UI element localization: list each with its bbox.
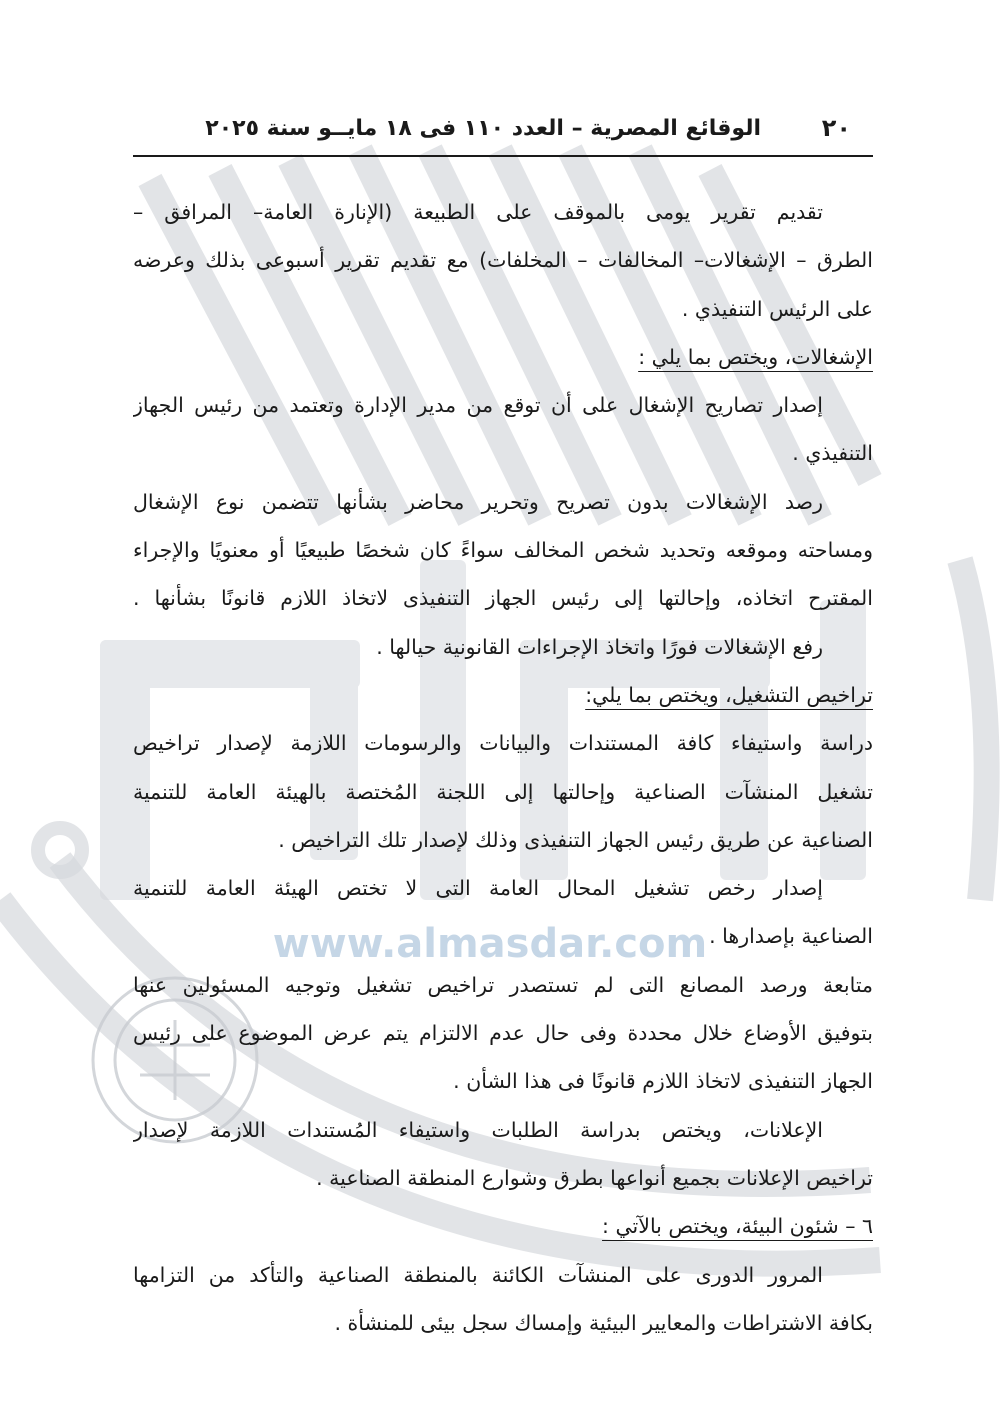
section-heading-text: ٦ – شئون البيئة، ويختص بالآتي : (602, 1214, 873, 1239)
text-line: الصناعية عن طريق رئيس الجهاز التنفيذى وذلك لإصدار تلك التراخيص . (278, 827, 873, 852)
section-heading-text: تراخيص التشغيل، ويختص بما يلي: (585, 682, 873, 707)
text-line: تراخيص الإعلانات بجميع أنواعها بطرق وشوارع المنطقة الصناعية . (316, 1165, 873, 1190)
header-divider (133, 155, 873, 157)
text-line: متابعة ورصد المصانع التى لم تستصدر تراخيص تشغيل وتوجيه المسئولين عنها (133, 972, 873, 997)
watermark-url: www.almasdar.com (272, 921, 708, 967)
text-line: الإعلانات، ويختص بدراسة الطلبات واستيفاء المُستندات اللازمة لإصدار (133, 1117, 823, 1142)
text-line: رفع الإشغالات فورًا واتخاذ الإجراءات القانونية حيالها . (376, 634, 823, 659)
text-line: دراسة واستيفاء كافة المستندات والبيانات والرسومات اللازمة لإصدار تراخيص (133, 731, 873, 756)
text-line: على الرئيس التنفيذي . (681, 296, 873, 321)
text-line: الجهاز التنفيذى لاتخاذ اللازم قانونًا فى هذا الشأن . (453, 1069, 873, 1094)
section-heading (133, 333, 873, 381)
section-heading (133, 671, 873, 719)
text-line: التنفيذي . (792, 441, 873, 466)
section-heading (133, 1202, 873, 1250)
text-line: رصد الإشغالات بدون تصريح وتحرير محاضر بشأنها تتضمن نوع الإشغال (133, 489, 823, 514)
text-line: المقترح اتخاذه، وإحالتها إلى رئيس الجهاز التنفيذى لاتخاذ اللازم قانونًا بشأنها . (133, 586, 873, 611)
text-line: الطرق – الإشغالات– المخالفات – المخلفات) مع تقديم تقرير أسبوعى بذلك وعرضه (133, 248, 873, 273)
text-line: بتوفيق الأوضاع خلال محددة وفى حال عدم الالتزام يتم عرض الموضوع على رئيس (133, 1021, 873, 1046)
body-text (133, 188, 873, 1347)
text-line: ومساحته وموقعه وتحديد شخص المخالف سواءً كان شخصًا طبيعيًا أو معنويًا والإجراء (133, 538, 873, 563)
text-line: المرور الدورى على المنشآت الكائنة بالمنطقة الصناعية والتأكد من التزامها (133, 1262, 823, 1287)
text-line: تشغيل المنشآت الصناعية وإحالتها إلى اللجنة المُختصة بالهيئة العامة للتنمية (133, 779, 873, 804)
header-title: الوقائع المصرية – العدد ١١٠ فى ١٨ مايــو سنة ٢٠٢٥ (205, 116, 761, 141)
text-line: بكافة الاشتراطات والمعايير البيئية وإمساك سجل بيئى للمنشأة . (334, 1310, 873, 1335)
text-line: الصناعية بإصدارها . (709, 924, 873, 949)
text-line: إصدار تصاريح الإشغال على أن توقع من مدير الإدارة وتعتمد من رئيس الجهاز (133, 393, 823, 418)
text-line: إصدار رخص تشغيل المحال العامة التى لا تختص الهيئة العامة للتنمية (133, 876, 823, 901)
text-line: تقديم تقرير يومى بالموقف على الطبيعة (الإنارة العامة– المرافق – (133, 200, 823, 224)
section-heading-text: الإشغالات، ويختص بما يلي : (638, 344, 873, 369)
page-number: ٢٠ (821, 114, 851, 142)
page-header (133, 112, 873, 152)
